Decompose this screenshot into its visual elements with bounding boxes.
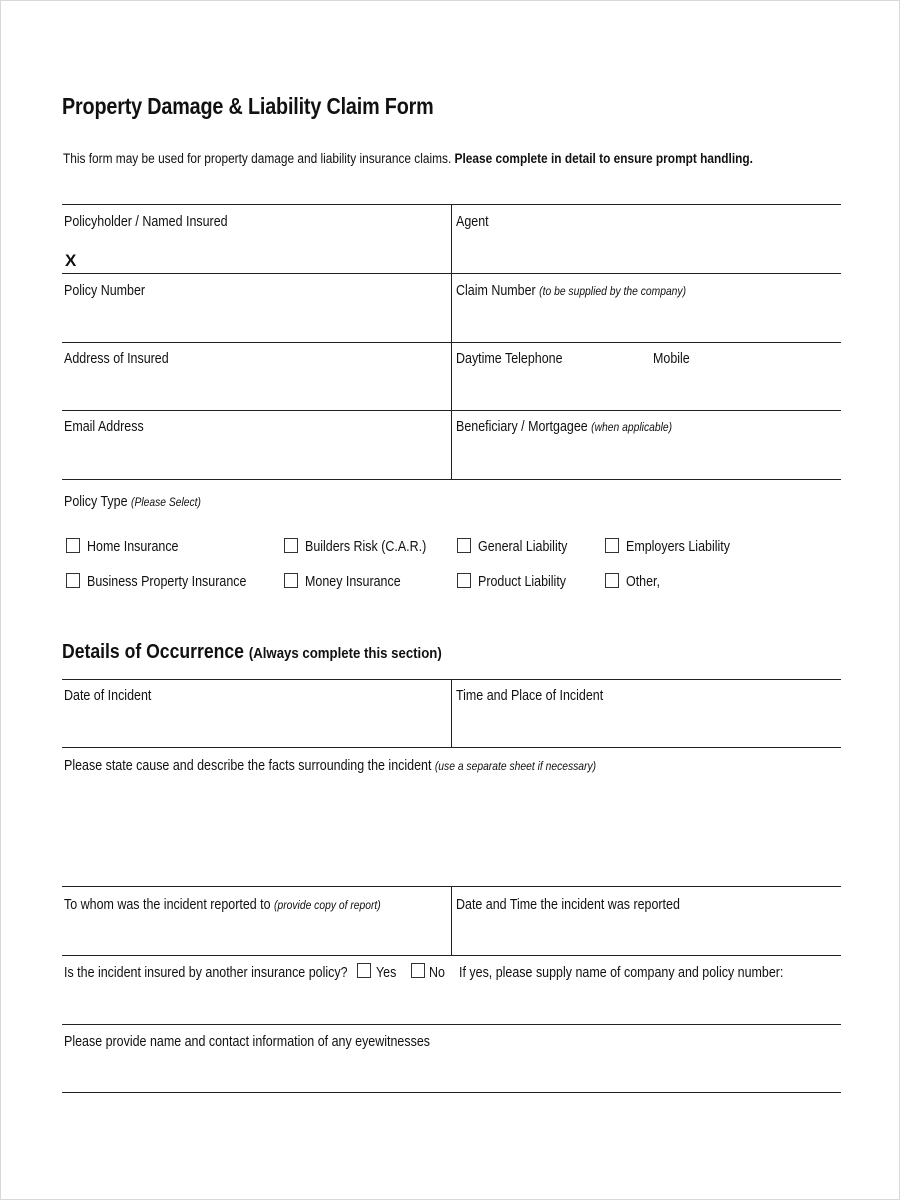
- divider-line: [62, 955, 841, 956]
- beneficiary-note: (when applicable): [591, 420, 673, 434]
- address-field[interactable]: Address of Insured: [64, 351, 169, 367]
- reported-to-label: To whom was the incident reported to: [64, 897, 271, 913]
- incident-facts-note: (use a separate sheet if necessary): [434, 759, 597, 773]
- builders-risk-label: Builders Risk (C.A.R.): [305, 539, 427, 555]
- other-policy-yes-checkbox[interactable]: [357, 963, 371, 978]
- builders-risk-checkbox[interactable]: [284, 538, 298, 553]
- occurrence-title: Details of Occurrence: [62, 641, 244, 663]
- policy-type-heading: [64, 494, 201, 510]
- home-insurance-label: Home Insurance: [87, 539, 179, 555]
- beneficiary-label: Beneficiary / Mortgagee: [456, 419, 588, 435]
- policy-type-label: Policy Type: [64, 494, 128, 510]
- incident-facts-label: Please state cause and describe the facts surrounding the incident: [64, 758, 432, 774]
- incident-facts-field[interactable]: [64, 758, 596, 774]
- employers-liability-checkbox[interactable]: [605, 538, 619, 553]
- intro-emphasis: Please complete in detail to ensure prompt handling.: [454, 151, 753, 166]
- divider-line: [62, 1024, 841, 1025]
- general-liability-label: General Liability: [478, 539, 568, 555]
- other-policy-yes-label: Yes: [376, 965, 397, 981]
- other-policy-label: Other,: [626, 574, 660, 590]
- column-divider: [451, 887, 452, 955]
- business-property-label: Business Property Insurance: [87, 574, 247, 590]
- money-insurance-label: Money Insurance: [305, 574, 401, 590]
- claim-number-note: (to be supplied by the company): [539, 284, 687, 298]
- occurrence-subtitle: (Always complete this section): [248, 645, 442, 662]
- business-property-checkbox[interactable]: [66, 573, 80, 588]
- policyholder-mark: X: [65, 251, 77, 270]
- general-liability-checkbox[interactable]: [457, 538, 471, 553]
- occurrence-section-title: [62, 641, 442, 664]
- agent-field[interactable]: Agent: [456, 214, 489, 230]
- claim-number-label: Claim Number: [456, 283, 536, 299]
- form-intro: [63, 151, 753, 166]
- intro-text: This form may be used for property damage and liability insurance claims.: [63, 151, 455, 166]
- email-field[interactable]: Email Address: [64, 419, 144, 435]
- claim-number-field[interactable]: [456, 283, 686, 299]
- column-divider: [451, 205, 452, 479]
- reported-date-field[interactable]: Date and Time the incident was reported: [456, 897, 680, 913]
- divider-line: [62, 747, 841, 748]
- form-title: Property Damage & Liability Claim Form: [62, 93, 434, 119]
- eyewitness-field[interactable]: Please provide name and contact information of any eyewitnesses: [64, 1034, 430, 1050]
- other-policy-question: Is the incident insured by another insurance policy?: [64, 965, 348, 981]
- mobile-field[interactable]: Mobile: [653, 351, 690, 367]
- employers-liability-label: Employers Liability: [626, 539, 730, 555]
- divider-line: [62, 479, 841, 480]
- daytime-phone-field[interactable]: Daytime Telephone: [456, 351, 563, 367]
- incident-time-place-field[interactable]: Time and Place of Incident: [456, 688, 604, 704]
- other-policy-followup: If yes, please supply name of company and policy number:: [459, 965, 784, 981]
- money-insurance-checkbox[interactable]: [284, 573, 298, 588]
- beneficiary-field[interactable]: [456, 419, 672, 435]
- product-liability-checkbox[interactable]: [457, 573, 471, 588]
- other-policy-checkbox[interactable]: [605, 573, 619, 588]
- column-divider: [451, 680, 452, 747]
- product-liability-label: Product Liability: [478, 574, 567, 590]
- policy-type-note: (Please Select): [131, 495, 201, 509]
- reported-to-note: (provide copy of report): [274, 898, 381, 912]
- home-insurance-checkbox[interactable]: [66, 538, 80, 553]
- reported-to-field[interactable]: [64, 897, 381, 913]
- divider-line: [62, 1092, 841, 1093]
- policy-number-field[interactable]: Policy Number: [64, 283, 146, 299]
- policyholder-field[interactable]: Policyholder / Named Insured: [64, 214, 228, 230]
- incident-date-field[interactable]: Date of Incident: [64, 688, 152, 704]
- other-policy-no-label: No: [429, 965, 445, 981]
- other-policy-no-checkbox[interactable]: [411, 963, 425, 978]
